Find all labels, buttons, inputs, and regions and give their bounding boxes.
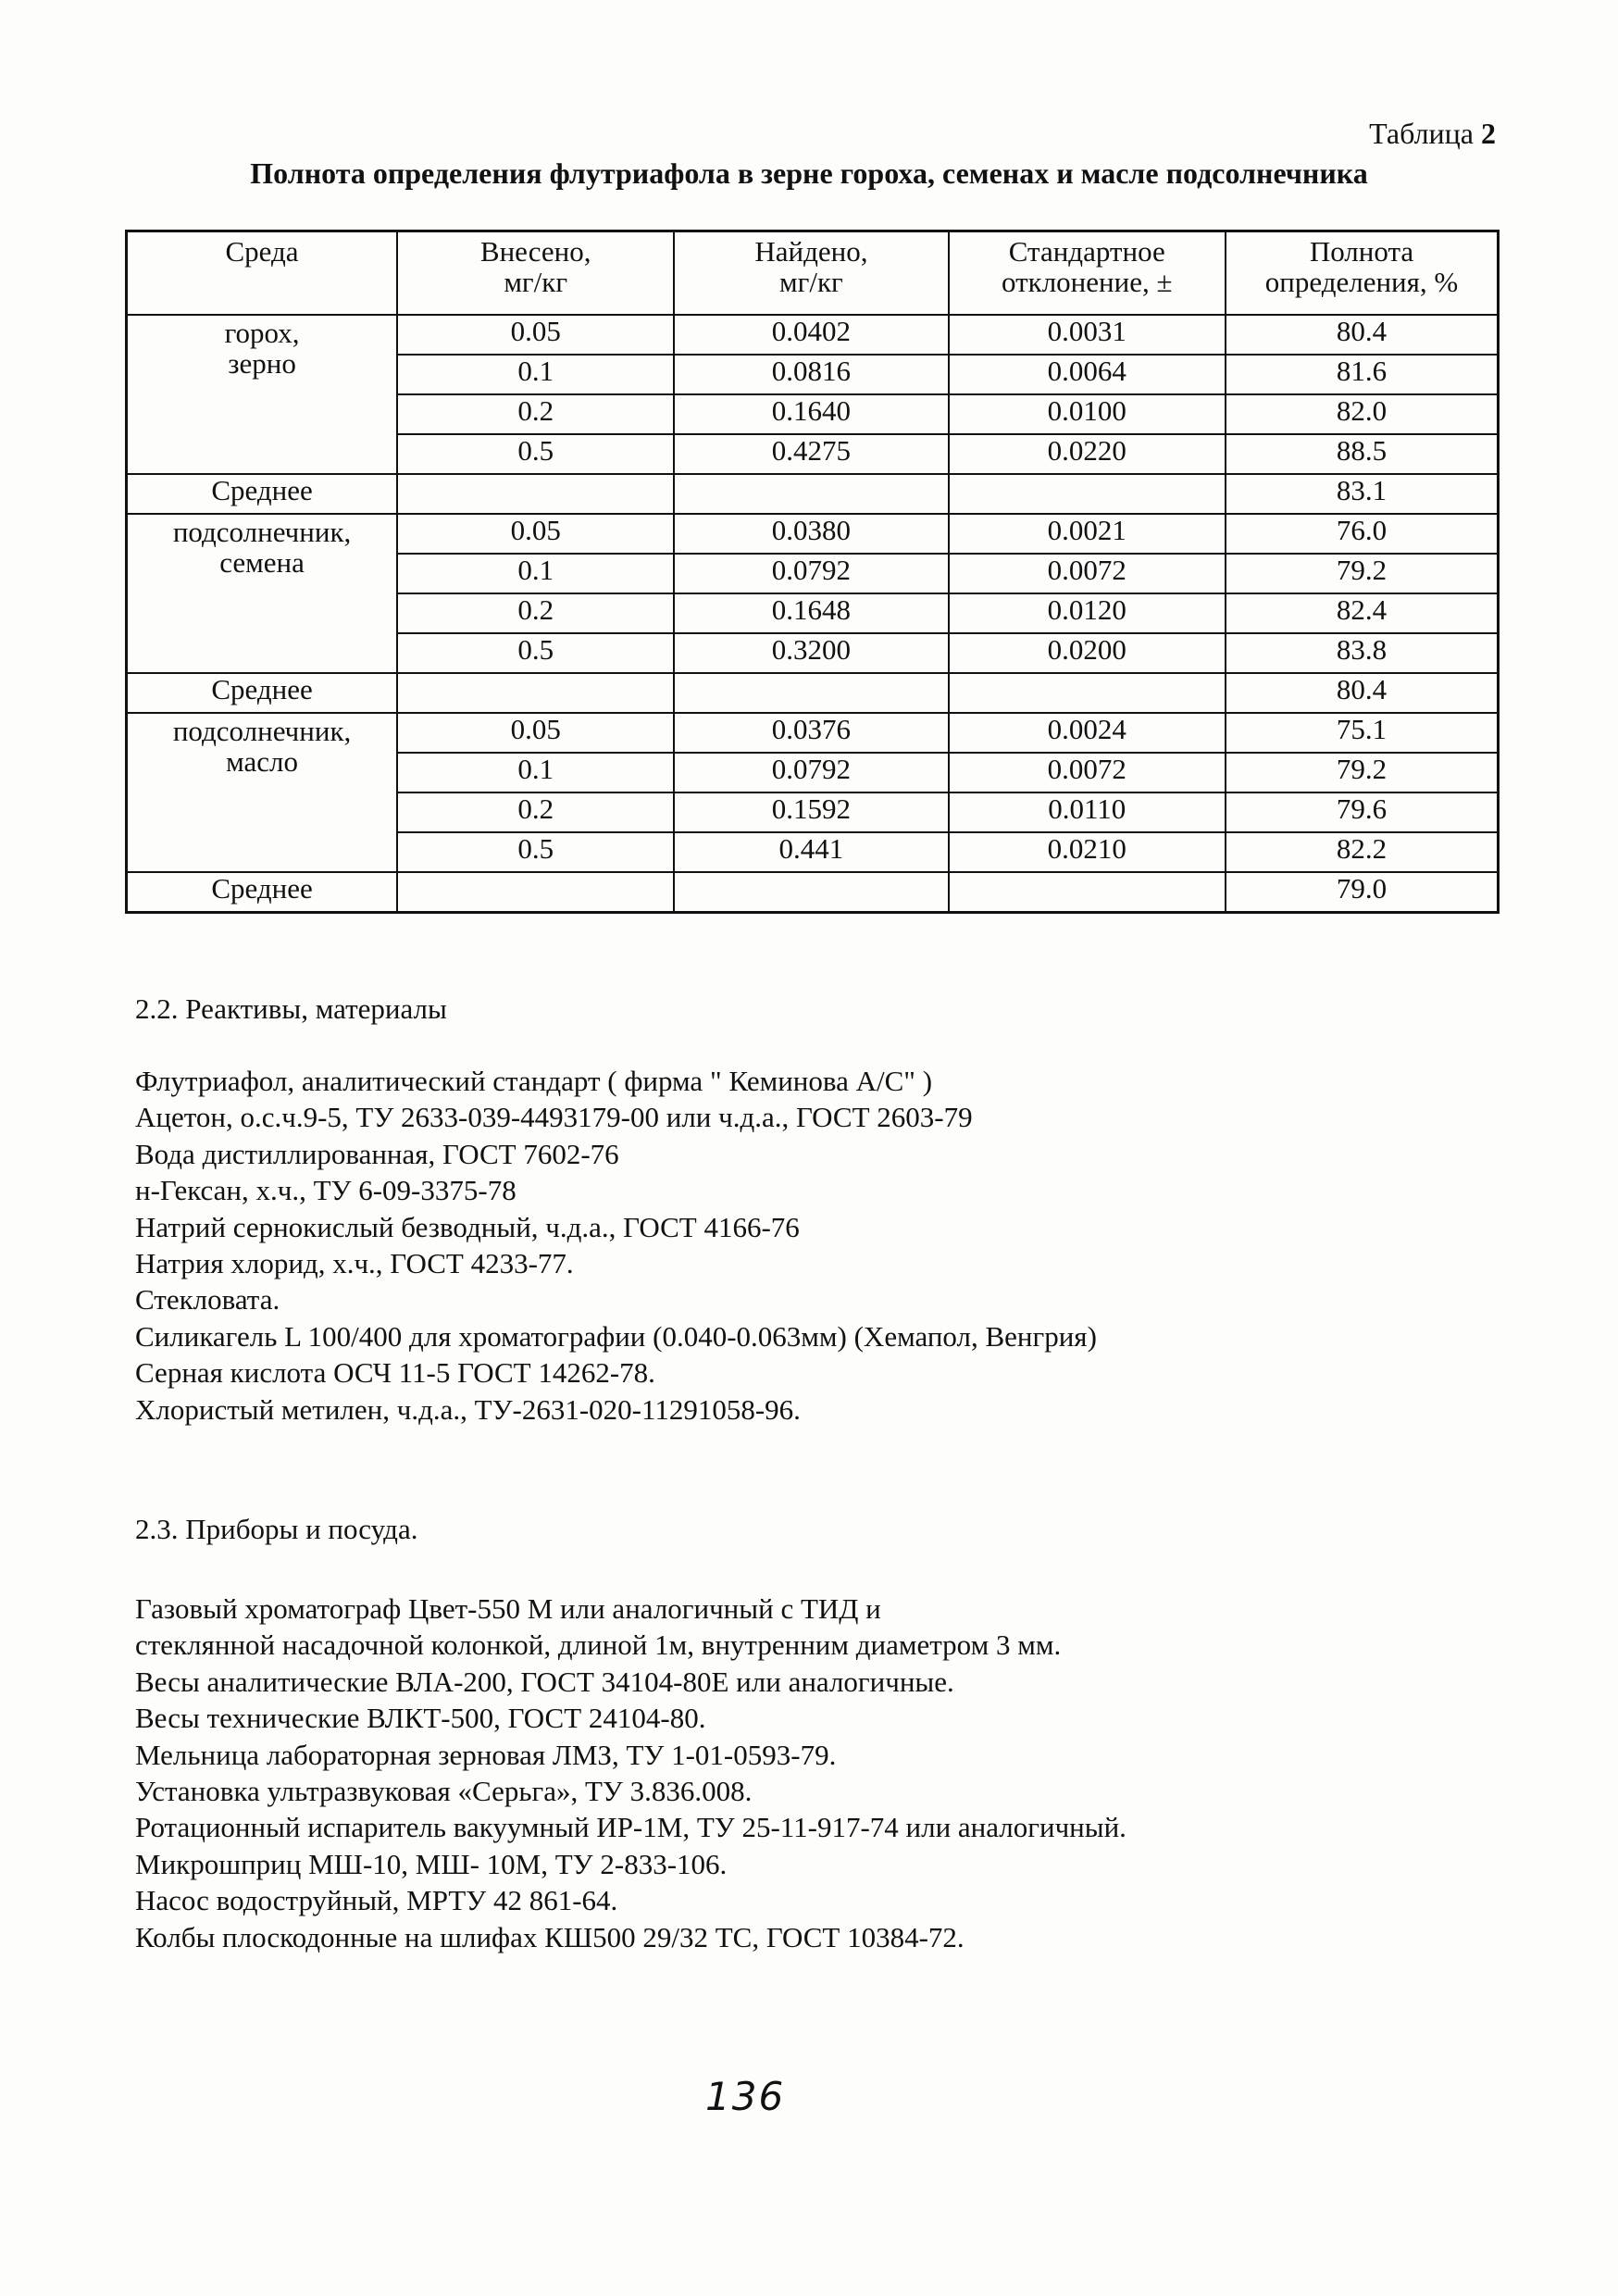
found-cell: 0.3200 [674, 633, 948, 673]
sd-cell: 0.0200 [949, 633, 1226, 673]
sd-cell: 0.0064 [949, 355, 1226, 394]
table-caption-label: Таблица [1369, 117, 1474, 150]
header-std-deviation: Стандартное отклонение, ± [949, 231, 1226, 316]
handwritten-page-number: 136 [705, 2074, 786, 2119]
added-cell: 0.5 [397, 832, 674, 872]
recovery-cell: 79.6 [1226, 792, 1499, 832]
found-cell: 0.0402 [674, 315, 948, 355]
empty-cell [674, 872, 948, 913]
list-item: Хлористый метилен, ч.д.а., ТУ-2631-020-11291058-96. [135, 1392, 801, 1426]
added-cell: 0.5 [397, 434, 674, 474]
recovery-cell: 88.5 [1226, 434, 1499, 474]
recovery-cell: 82.4 [1226, 593, 1499, 633]
added-cell: 0.05 [397, 713, 674, 753]
recovery-cell: 76.0 [1226, 514, 1499, 554]
average-value: 83.1 [1226, 474, 1499, 514]
added-cell: 0.05 [397, 514, 674, 554]
table-header-row [127, 231, 1499, 316]
list-item: Серная кислота ОСЧ 11-5 ГОСТ 14262-78. [135, 1356, 655, 1390]
recovery-table [125, 230, 1500, 914]
average-row [127, 872, 1499, 913]
table-caption [1369, 117, 1496, 150]
found-cell: 0.0792 [674, 753, 948, 792]
sd-cell: 0.0110 [949, 792, 1226, 832]
list-item: стеклянной насадочной колонкой, длиной 1м, внутренним диаметром 3 мм. [135, 1628, 1062, 1662]
sd-cell: 0.0024 [949, 713, 1226, 753]
header-found: Найдено, мг/кг [674, 231, 948, 316]
empty-cell [949, 673, 1226, 713]
header-medium: Среда [127, 231, 398, 316]
group-name-cell: подсолнечник, семена [127, 514, 398, 673]
table-row [127, 514, 1499, 554]
reagents-heading: 2.2. Реактивы, материалы [135, 992, 447, 1025]
group-name-cell: горох, зерно [127, 315, 398, 474]
header-recovery: Полнота определения, % [1226, 231, 1499, 316]
average-row [127, 474, 1499, 514]
recovery-cell: 82.0 [1226, 394, 1499, 434]
reagents-list [135, 1063, 1097, 1428]
average-value: 79.0 [1226, 872, 1499, 913]
table-title: Полнота определения флутриафола в зерне гороха, семенах и масле подсолнечника [250, 156, 1368, 190]
list-item: Вода дистиллированная, ГОСТ 7602-76 [135, 1137, 619, 1170]
list-item: Насос водоструйный, МРТУ 42 861-64. [135, 1884, 618, 1917]
average-label: Среднее [127, 474, 398, 514]
list-item: Ацетон, о.с.ч.9-5, ТУ 2633-039-4493179-00 или ч.д.а., ГОСТ 2603-79 [135, 1101, 973, 1134]
added-cell: 0.5 [397, 633, 674, 673]
added-cell: 0.2 [397, 792, 674, 832]
sd-cell: 0.0072 [949, 753, 1226, 792]
empty-cell [949, 872, 1226, 913]
found-cell: 0.0380 [674, 514, 948, 554]
found-cell: 0.0816 [674, 355, 948, 394]
table-caption-number: 2 [1481, 117, 1496, 150]
list-item: Силикагель L 100/400 для хроматографии (0.040-0.063мм) (Хемапол, Венгрия) [135, 1319, 1097, 1353]
list-item: Натрий сернокислый безводный, ч.д.а., ГОСТ 4166-76 [135, 1210, 800, 1243]
list-item: Установка ультразвуковая «Серьга», ТУ 3.836.008. [135, 1775, 753, 1808]
list-item: Натрия хлорид, х.ч., ГОСТ 4233-77. [135, 1247, 574, 1280]
list-item: Флутриафол, аналитический стандарт ( фирма " Кеминова А/С" ) [135, 1065, 933, 1097]
empty-cell [397, 673, 674, 713]
sd-cell: 0.0210 [949, 832, 1226, 872]
found-cell: 0.4275 [674, 434, 948, 474]
added-cell: 0.2 [397, 394, 674, 434]
added-cell: 0.1 [397, 753, 674, 792]
recovery-cell: 79.2 [1226, 554, 1499, 593]
table-row [127, 315, 1499, 355]
list-item: Микрошприц МШ-10, МШ- 10М, ТУ 2-833-106. [135, 1847, 728, 1880]
list-item: Ротационный испаритель вакуумный ИР-1М, ТУ 25-11-917-74 или аналогичный. [135, 1811, 1126, 1844]
sd-cell: 0.0072 [949, 554, 1226, 593]
list-item: н-Гексан, х.ч., ТУ 6-09-3375-78 [135, 1174, 517, 1207]
list-item: Весы аналитические ВЛА-200, ГОСТ 34104-80Е или аналогичные. [135, 1665, 954, 1698]
recovery-cell: 83.8 [1226, 633, 1499, 673]
average-label: Среднее [127, 872, 398, 913]
average-label: Среднее [127, 673, 398, 713]
average-row [127, 673, 1499, 713]
found-cell: 0.0376 [674, 713, 948, 753]
sd-cell: 0.0031 [949, 315, 1226, 355]
empty-cell [674, 673, 948, 713]
added-cell: 0.2 [397, 593, 674, 633]
empty-cell [949, 474, 1226, 514]
list-item: Стекловата. [135, 1283, 280, 1316]
added-cell: 0.1 [397, 554, 674, 593]
header-added: Внесено, мг/кг [397, 231, 674, 316]
list-item: Весы технические ВЛКТ-500, ГОСТ 24104-80. [135, 1702, 706, 1735]
list-item: Мельница лабораторная зерновая ЛМЗ, ТУ 1-01-0593-79. [135, 1738, 837, 1771]
equipment-list [135, 1591, 1126, 1955]
recovery-cell: 79.2 [1226, 753, 1499, 792]
found-cell: 0.0792 [674, 554, 948, 593]
found-cell: 0.1592 [674, 792, 948, 832]
added-cell: 0.1 [397, 355, 674, 394]
equipment-heading: 2.3. Приборы и посуда. [135, 1513, 418, 1545]
recovery-cell: 75.1 [1226, 713, 1499, 753]
empty-cell [674, 474, 948, 514]
list-item: Колбы плоскодонные на шлифах КШ500 29/32 ТС, ГОСТ 10384-72. [135, 1920, 965, 1953]
sd-cell: 0.0220 [949, 434, 1226, 474]
average-value: 80.4 [1226, 673, 1499, 713]
sd-cell: 0.0100 [949, 394, 1226, 434]
added-cell: 0.05 [397, 315, 674, 355]
empty-cell [397, 872, 674, 913]
table-row [127, 713, 1499, 753]
found-cell: 0.1640 [674, 394, 948, 434]
sd-cell: 0.0120 [949, 593, 1226, 633]
recovery-cell: 82.2 [1226, 832, 1499, 872]
list-item: Газовый хроматограф Цвет-550 М или аналогичный с ТИД и [135, 1592, 881, 1625]
sd-cell: 0.0021 [949, 514, 1226, 554]
recovery-cell: 80.4 [1226, 315, 1499, 355]
recovery-cell: 81.6 [1226, 355, 1499, 394]
empty-cell [397, 474, 674, 514]
group-name-cell: подсолнечник, масло [127, 713, 398, 872]
found-cell: 0.441 [674, 832, 948, 872]
found-cell: 0.1648 [674, 593, 948, 633]
